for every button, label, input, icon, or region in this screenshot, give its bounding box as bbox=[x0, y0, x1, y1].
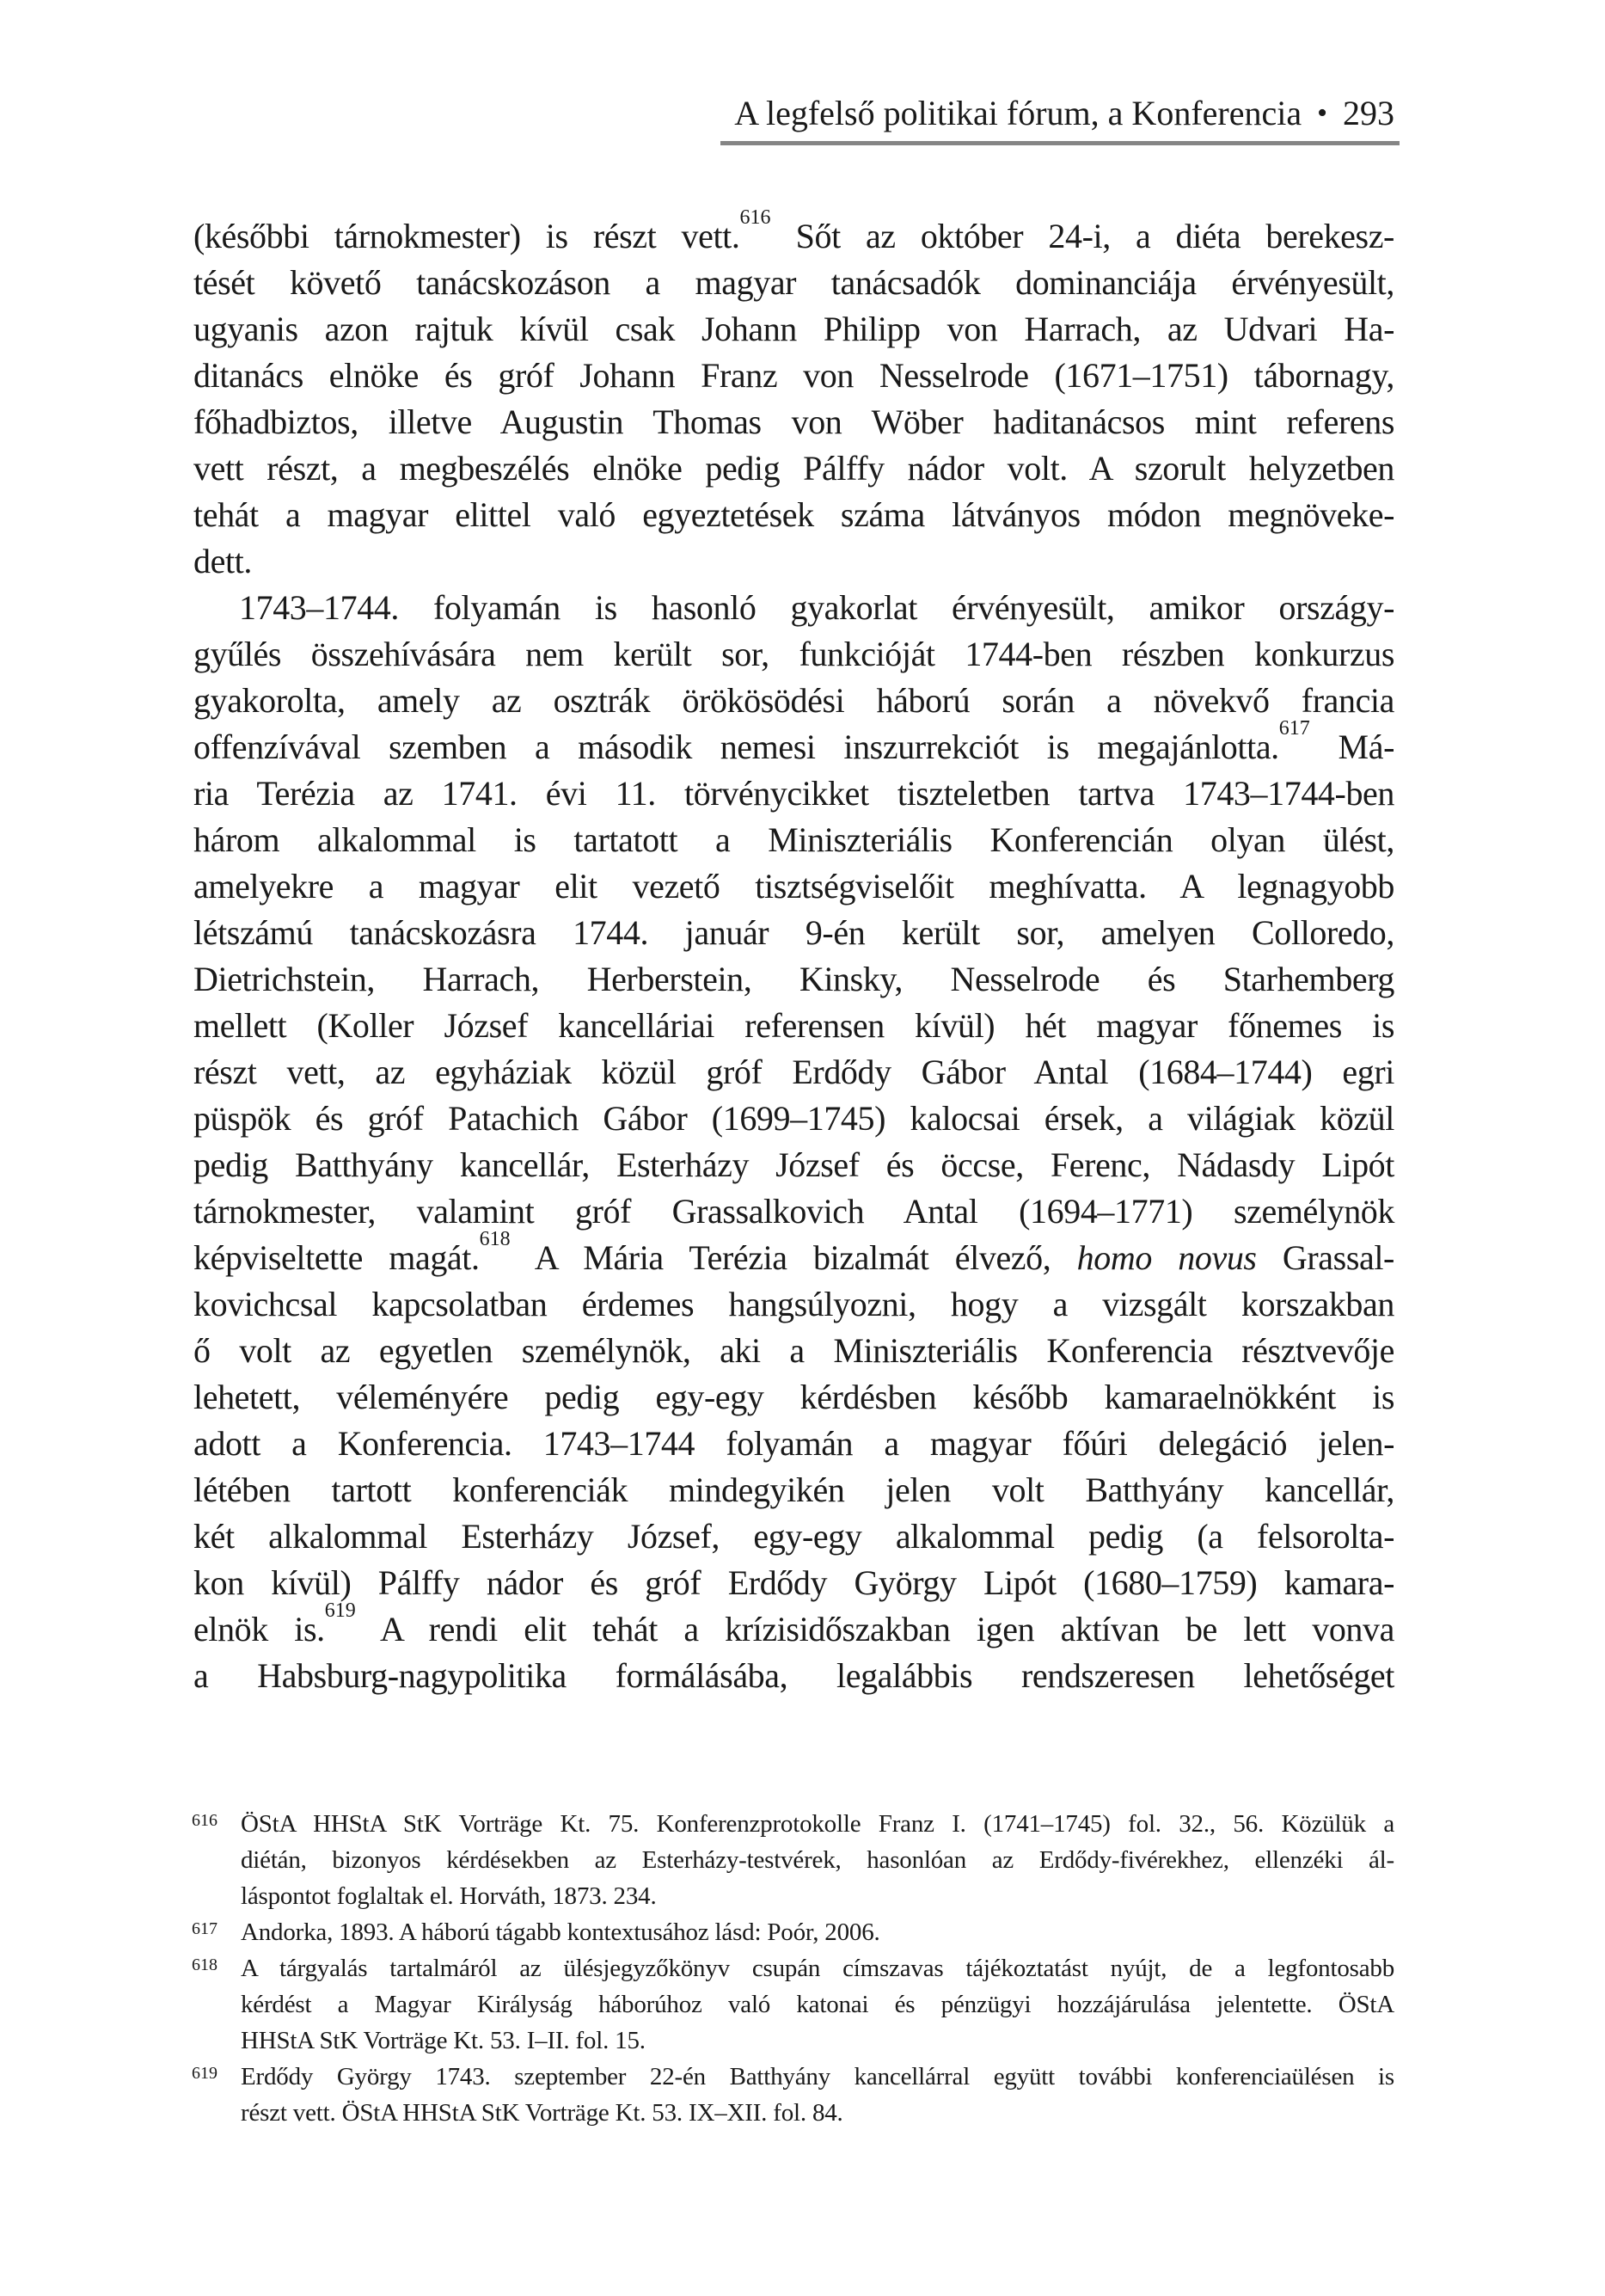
text-segment: három alkalommal is tartatott a Miniszteriális Konferencián olyan ülést, bbox=[193, 820, 1394, 859]
text-segment: lehetett, véleményére pedig egy-egy kérdésben később kamaraelnökként is bbox=[193, 1378, 1394, 1416]
text-line bbox=[193, 306, 1394, 353]
footnote-line bbox=[241, 1986, 1394, 2023]
footnote-line bbox=[241, 2023, 1394, 2059]
page-number: 293 bbox=[1343, 94, 1394, 132]
footnote-line bbox=[241, 1878, 1394, 1914]
text-segment: ugyanis azon rajtuk kívül csak Johann Philipp von Harrach, az Udvari Ha- bbox=[193, 310, 1394, 348]
text-line bbox=[193, 817, 1394, 863]
footnote-text: HHStA StK Vorträge Kt. 53. I–II. fol. 15. bbox=[241, 2027, 646, 2054]
text-segment: adott a Konferencia. 1743–1744 folyamán a magyar főúri delegáció jelen- bbox=[193, 1424, 1394, 1463]
footnote-number: 618 bbox=[192, 1955, 217, 1974]
text-segment: gyakorolta, amely az osztrák örökösödési háború során a növekvő francia bbox=[193, 681, 1394, 720]
text-segment: képviseltette magát. bbox=[193, 1238, 480, 1277]
text-line bbox=[193, 399, 1394, 445]
text-segment: részt vett, az egyháziak közül gróf Erdődy Gábor Antal (1684–1744) egri bbox=[193, 1053, 1394, 1091]
text-segment: a Habsburg-nagypolitika formálásába, legalábbis rendszeresen lehetőséget bbox=[193, 1656, 1394, 1695]
footnote-text: A tárgyalás tartalmáról az ülésjegyzőkönyv csupán címszavas tájékoztatást nyújt, de a legfontosabb bbox=[241, 1955, 1394, 1982]
text-line bbox=[193, 538, 1394, 585]
text-line bbox=[193, 956, 1394, 1003]
footnote-number: 619 bbox=[192, 2064, 217, 2083]
footnote-line bbox=[192, 1806, 1394, 1842]
text-line bbox=[193, 1096, 1394, 1142]
running-title: A legfelső politikai fórum, a Konferencia bbox=[734, 94, 1302, 132]
italic-phrase: homo novus bbox=[1076, 1238, 1257, 1277]
text-line bbox=[193, 585, 1394, 631]
footnote bbox=[192, 2059, 1394, 2131]
text-segment: Grassal- bbox=[1256, 1238, 1394, 1277]
footnote bbox=[192, 1806, 1394, 1914]
footnote-reference: 616 bbox=[739, 206, 771, 229]
header-rule bbox=[720, 141, 1400, 145]
footnote bbox=[192, 1950, 1394, 2059]
text-line bbox=[193, 1560, 1394, 1606]
footnote-reference: 618 bbox=[479, 1227, 511, 1250]
footnote-text: Erdődy György 1743. szeptember 22-én Batthyány kancellárral együtt további konferenciaülésen is bbox=[241, 2063, 1394, 2090]
footnote-text: részt vett. ÖStA HHStA StK Vorträge Kt. 53. IX–XII. fol. 84. bbox=[241, 2099, 843, 2127]
text-segment: (későbbi tárnokmester) is részt vett. bbox=[193, 217, 740, 255]
text-line bbox=[193, 863, 1394, 910]
text-segment: kovichcsal kapcsolatban érdemes hangsúlyozni, hogy a vizsgált korszakban bbox=[193, 1285, 1394, 1323]
footnote-text: láspontot foglaltak el. Horváth, 1873. 234. bbox=[241, 1882, 657, 1910]
text-line bbox=[193, 1513, 1394, 1560]
text-line bbox=[193, 1003, 1394, 1049]
text-segment: elnök is. bbox=[193, 1610, 325, 1648]
text-line bbox=[193, 631, 1394, 678]
footnote-text: diétán, bizonyos kérdésekben az Esterházy-testvérek, hasonlóan az Erdődy-fivérekhez, ellenzéki ál- bbox=[241, 1846, 1394, 1874]
footnote-reference: 617 bbox=[1278, 716, 1310, 740]
footnote-number: 616 bbox=[192, 1811, 217, 1830]
text-line bbox=[193, 1328, 1394, 1374]
text-segment: A rendi elit tehát a krízisidőszakban igen aktívan be lett vonva bbox=[355, 1610, 1394, 1648]
text-line bbox=[193, 716, 1394, 770]
footnote-line bbox=[192, 2059, 1394, 2095]
text-segment: tését követő tanácskozáson a magyar tanácsadók dominanciája érvényesült, bbox=[193, 263, 1394, 302]
paragraph bbox=[193, 206, 1394, 585]
text-segment: kon kívül) Pálffy nádor és gróf Erdődy György Lipót (1680–1759) kamara- bbox=[193, 1563, 1394, 1602]
text-line bbox=[193, 1188, 1394, 1235]
text-line bbox=[193, 1281, 1394, 1328]
text-segment: vett részt, a megbeszélés elnöke pedig Pálffy nádor volt. A szorult helyzetben bbox=[193, 449, 1394, 488]
text-line bbox=[193, 1049, 1394, 1096]
text-segment: dett. bbox=[193, 542, 252, 580]
text-segment: főhadbiztos, illetve Augustin Thomas von Wöber haditanácsos mint referens bbox=[193, 402, 1394, 441]
footnote bbox=[192, 1914, 1394, 1950]
header-separator-bullet: • bbox=[1317, 97, 1327, 129]
running-header bbox=[734, 93, 1394, 134]
text-line bbox=[193, 1227, 1394, 1281]
text-segment: két alkalommal Esterházy József, egy-egy alkalommal pedig (a felsorolta- bbox=[193, 1517, 1394, 1556]
text-line bbox=[193, 1374, 1394, 1421]
text-segment: gyűlés összehívására nem került sor, funkcióját 1744-ben részben konkurzus bbox=[193, 635, 1394, 673]
text-line bbox=[193, 353, 1394, 399]
text-segment: ő volt az egyetlen személynök, aki a Miniszteriális Konferencia résztvevője bbox=[193, 1331, 1394, 1370]
text-line bbox=[193, 1142, 1394, 1188]
text-line bbox=[193, 1421, 1394, 1467]
text-line bbox=[193, 445, 1394, 492]
footnote-text: kérdést a Magyar Királyság háborúhoz való katonai és pénzügyi hozzájárulása jelentette. ÖStA bbox=[241, 1991, 1394, 2018]
footnote-line bbox=[192, 1950, 1394, 1986]
text-line bbox=[193, 770, 1394, 817]
text-segment: ria Terézia az 1741. évi 11. törvénycikket tiszteletben tartva 1743–1744-ben bbox=[193, 774, 1394, 813]
text-segment: mellett (Koller József kancelláriai referensen kívül) hét magyar főnemes is bbox=[193, 1006, 1394, 1045]
footnote-line bbox=[241, 2095, 1394, 2131]
text-line bbox=[193, 260, 1394, 306]
footnote-text: Andorka, 1893. A háború tágabb kontextusához lásd: Poór, 2006. bbox=[241, 1918, 880, 1946]
text-segment: tehát a magyar elittel való egyeztetések száma látványos módon megnöveke- bbox=[193, 495, 1394, 534]
text-segment: létszámú tanácskozásra 1744. január 9-én került sor, amelyen Colloredo, bbox=[193, 913, 1394, 952]
footnote-reference: 619 bbox=[324, 1599, 356, 1622]
text-line bbox=[193, 206, 1394, 260]
text-line bbox=[193, 678, 1394, 724]
text-segment: tárnokmester, valamint gróf Grassalkovich Antal (1694–1771) személynök bbox=[193, 1192, 1394, 1231]
text-line bbox=[193, 910, 1394, 956]
text-line bbox=[193, 1653, 1394, 1699]
footnote-number: 617 bbox=[192, 1919, 217, 1938]
footnote-line bbox=[241, 1842, 1394, 1878]
text-segment: A Mária Terézia bizalmát élvező, bbox=[510, 1238, 1077, 1277]
text-segment: amelyekre a magyar elit vezető tisztségviselőit meghívatta. A legnagyobb bbox=[193, 867, 1394, 906]
text-segment: ditanács elnöke és gróf Johann Franz von Nesselrode (1671–1751) tábornagy, bbox=[193, 356, 1394, 395]
body-text bbox=[193, 206, 1394, 1699]
text-segment: Sőt az október 24-i, a diéta berekesz- bbox=[770, 217, 1394, 255]
text-line bbox=[193, 1467, 1394, 1513]
text-segment: püspök és gróf Patachich Gábor (1699–1745) kalocsai érsek, a világiak közül bbox=[193, 1099, 1394, 1138]
text-segment: 1743–1744. folyamán is hasonló gyakorlat érvényesült, amikor országy- bbox=[239, 588, 1394, 627]
text-segment: pedig Batthyány kancellár, Esterházy József és öccse, Ferenc, Nádasdy Lipót bbox=[193, 1145, 1394, 1184]
paragraph bbox=[193, 585, 1394, 1699]
text-segment: offenzívával szemben a második nemesi inszurrekciót is megajánlotta. bbox=[193, 727, 1279, 766]
text-segment: Má- bbox=[1309, 727, 1394, 766]
text-line bbox=[193, 1599, 1394, 1653]
text-segment: Dietrichstein, Harrach, Herberstein, Kinsky, Nesselrode és Starhemberg bbox=[193, 960, 1394, 998]
footnotes-section bbox=[192, 1806, 1394, 2131]
footnote-line bbox=[192, 1914, 1394, 1950]
text-line bbox=[193, 492, 1394, 538]
text-segment: létében tartott konferenciák mindegyikén jelen volt Batthyány kancellár, bbox=[193, 1470, 1394, 1509]
footnote-text: ÖStA HHStA StK Vorträge Kt. 75. Konferenzprotokolle Franz I. (1741–1745) fol. 32., 56. Közülük a bbox=[241, 1810, 1394, 1838]
